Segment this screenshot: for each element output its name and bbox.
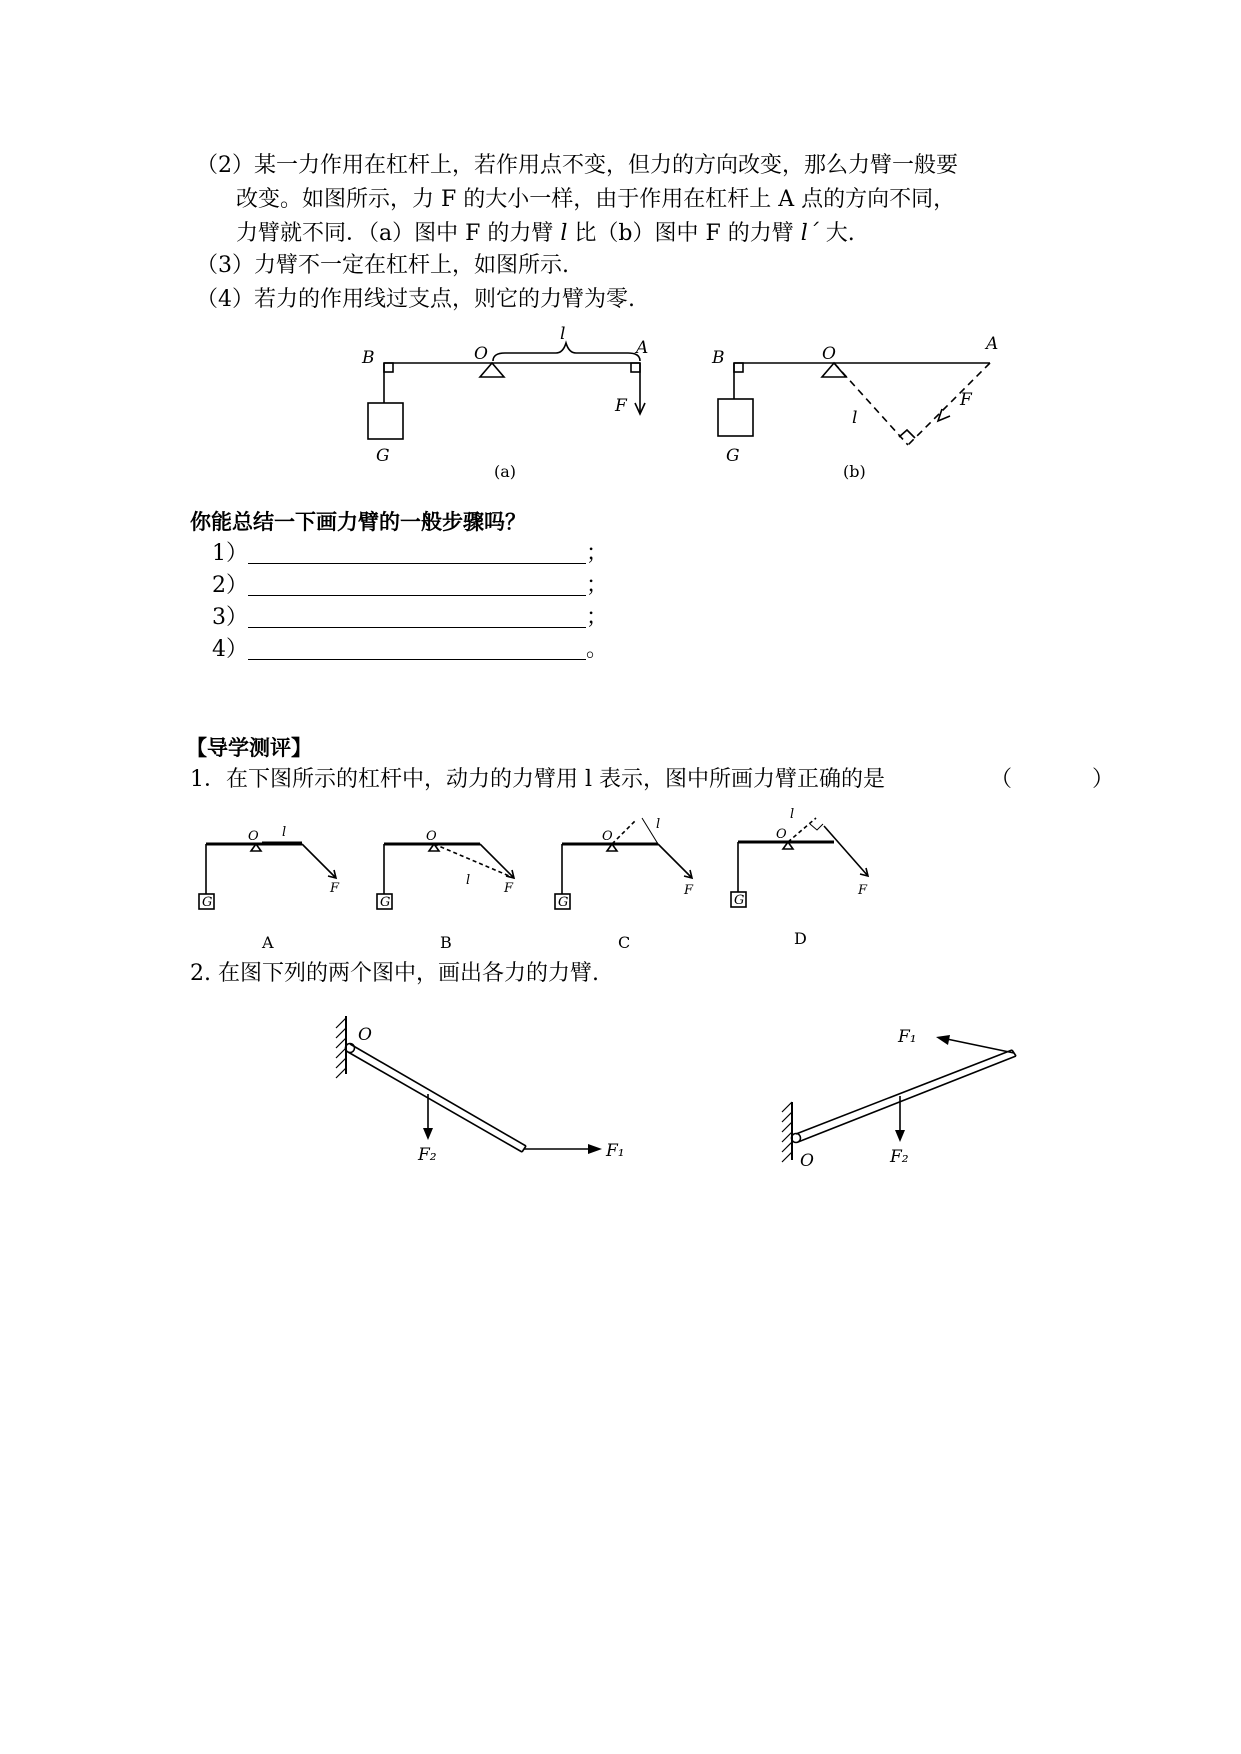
summary-step-3	[212, 604, 608, 632]
force-f1	[942, 1038, 1014, 1053]
summary-step-1	[212, 540, 608, 568]
option-a-label-l: l	[282, 825, 287, 840]
figure-b-fulcrum	[822, 363, 846, 377]
note-3: （3）力臂不一定在杠杆上，如图所示.	[196, 253, 569, 278]
answer-blank[interactable]	[248, 541, 586, 564]
option-b-label-l: l	[466, 873, 471, 888]
force-f2-arrowhead	[895, 1130, 905, 1142]
option-c-label-g: G	[558, 895, 569, 910]
figure-b-label-g: G	[726, 446, 740, 466]
figure-a-label-f: F	[615, 396, 627, 416]
figure-b-right-angle-b	[734, 363, 743, 372]
lever-arm-l-prime: l´	[800, 221, 819, 246]
option-d-label-l: l	[790, 807, 795, 822]
wall-hatch	[782, 1102, 792, 1162]
option-c-label-f: F	[684, 883, 694, 898]
note-2-line-2: 改变。如图所示，力 F 的大小一样，由于作用在杠杆上 A 点的方向不同，	[236, 187, 956, 212]
figure-b-label-a: A	[986, 334, 999, 354]
figure-a-right-angle-b	[384, 363, 393, 372]
option-c-label-l: l	[656, 817, 661, 832]
lever-arm-l: l	[560, 221, 568, 246]
option-d-letter: D	[794, 929, 807, 948]
option-b-label-g: G	[380, 895, 391, 910]
figure-a-label-b: B	[362, 348, 375, 368]
step-number: 2）	[212, 573, 248, 598]
wall-hatch	[336, 1018, 346, 1078]
figure-b-label-l: l	[852, 408, 858, 428]
option-d-figure	[722, 804, 892, 950]
figure-b-caption: (b)	[843, 462, 866, 481]
figure-a-label-o: O	[474, 344, 488, 364]
summary-question: 你能总结一下画力臂的一般步骤吗？	[190, 510, 526, 534]
q2-left-label-o: O	[358, 1025, 372, 1045]
figure-a-label-a: A	[636, 338, 649, 358]
option-a-letter: A	[262, 933, 274, 952]
option-b-letter: B	[440, 933, 452, 952]
figure-a-right-angle-a	[631, 363, 640, 372]
figure-b-force-arrowhead	[938, 409, 950, 421]
note-2-line-3b: 比（b）图中 F 的力臂	[567, 221, 801, 246]
q2-right-label-f1: F₁	[898, 1027, 917, 1047]
q2-left-label-f1: F₁	[606, 1141, 625, 1161]
question-1-paren-close: ）	[1092, 767, 1115, 792]
q2-right-label-o: O	[800, 1151, 814, 1171]
option-a-label-g: G	[202, 895, 213, 910]
figure-b-label-f: F	[960, 390, 972, 410]
answer-blank[interactable]	[248, 637, 586, 660]
summary-step-4	[212, 636, 608, 664]
force-f2-arrowhead	[423, 1128, 433, 1140]
figure-a-label-l: l	[560, 324, 566, 344]
option-b-figure	[368, 822, 538, 952]
option-b-label-o: O	[426, 829, 437, 844]
option-c-figure	[546, 816, 716, 952]
option-a-label-o: O	[248, 829, 259, 844]
option-c-label-o: O	[602, 829, 613, 844]
figure-a	[360, 325, 660, 485]
figure-a-caption: (a)	[494, 462, 517, 481]
note-2-line-1: （2）某一力作用在杠杆上，若作用点不变，但力的方向改变，那么力臂一般要	[196, 153, 958, 178]
option-d-label-o: O	[776, 827, 787, 842]
step-end: ；	[586, 541, 609, 566]
force-f1-arrowhead	[588, 1144, 602, 1154]
note-2-line-3	[236, 220, 855, 248]
q2-right-figure	[760, 1010, 1060, 1180]
step-number: 3）	[212, 605, 248, 630]
note-2-line-3a: 力臂就不同．（a）图中 F 的力臂	[236, 221, 561, 246]
question-2: 2. 在图下列的两个图中，画出各力的力臂.	[190, 961, 599, 986]
force-f1-arrowhead	[936, 1035, 950, 1045]
figure-b	[710, 325, 1010, 485]
figure-b-weight-g	[718, 399, 753, 436]
question-1-paren-open: （	[990, 767, 1013, 792]
answer-blank[interactable]	[248, 573, 586, 596]
question-1: 1．在下图所示的杠杆中，动力的力臂用 l 表示，图中所画力臂正确的是	[190, 767, 886, 792]
rod-edge-bottom	[348, 1052, 522, 1152]
figure-b-label-b: B	[712, 348, 725, 368]
rod-edge-bottom	[798, 1056, 1016, 1142]
q2-left-label-f2: F₂	[418, 1145, 437, 1165]
step-number: 4）	[212, 637, 248, 662]
option-a-label-f: F	[330, 881, 340, 896]
figure-a-label-g: G	[376, 446, 390, 466]
note-2-line-3c: 大.	[818, 221, 855, 246]
rod-edge-top	[350, 1044, 526, 1146]
option-d-label-f: F	[858, 883, 868, 898]
assessment-heading: 【导学测评】	[186, 736, 312, 760]
answer-blank[interactable]	[248, 605, 586, 628]
option-b-label-f: F	[504, 881, 514, 896]
step-end: ；	[586, 573, 609, 598]
option-c-letter: C	[618, 933, 631, 952]
figure-a-weight-g	[368, 403, 403, 439]
step-number: 1）	[212, 541, 248, 566]
step-end: ；	[586, 605, 609, 630]
option-d-label-g: G	[734, 893, 745, 908]
summary-step-2	[212, 572, 608, 600]
q2-left-figure	[320, 1010, 660, 1180]
figure-a-fulcrum	[480, 363, 504, 377]
option-a-figure	[190, 822, 360, 952]
figure-b-lever-arm	[834, 363, 908, 445]
figure-b-force-f	[908, 363, 990, 445]
figure-b-label-o: O	[822, 344, 836, 364]
q2-right-label-f2: F₂	[890, 1147, 909, 1167]
rod-edge-top	[796, 1050, 1012, 1134]
figure-a-brace	[493, 343, 640, 361]
note-4: （4）若力的作用线过支点，则它的力臂为零.	[196, 287, 635, 312]
step-end: 。	[586, 637, 609, 662]
